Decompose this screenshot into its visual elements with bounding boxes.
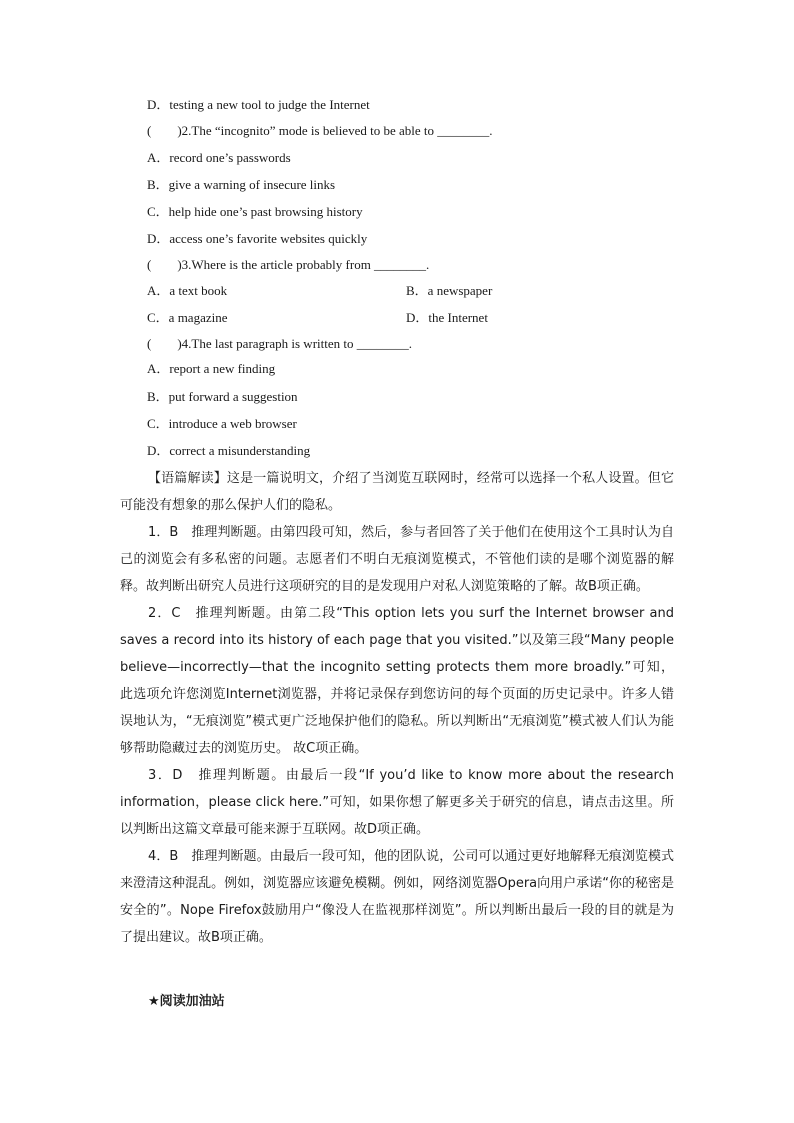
reading-station-heading: ★阅读加油站: [148, 994, 225, 1009]
q3-option-a: A．a text book: [147, 283, 228, 298]
q4-option-a: A．report a new finding: [147, 361, 276, 376]
passage-interpretation: 【语篇解读】这是一篇说明文，介绍了当浏览互联网时，经常可以选择一个私人设置。但它可能没有想象的那么保护人们的隐私。: [120, 471, 674, 513]
q4-option-d: D．correct a misunderstanding: [147, 443, 311, 458]
q4-option-c: C．introduce a web browser: [147, 416, 297, 431]
answer-4-explanation: 4．B 推理判断题。由最后一段可知，他的团队说，公司可以通过更好地解释无痕浏览模式来澄清这种混乱。例如，浏览器应该避免模糊。例如，网络浏览器Opera向用户承诺“你的秘密是安全的”。Nope Firefox鼓励用户“像没人在监视那样浏览”。所以判断出最后一段的目的就是为了提出建议。故B项正确。: [120, 849, 674, 945]
q3-option-b: B．a newspaper: [406, 283, 493, 298]
question-3: ( )3.Where is the article probably from ________.: [147, 257, 430, 272]
q2-option-d: D．access one’s favorite websites quickly: [147, 231, 368, 246]
q3-option-c: C．a magazine: [147, 310, 228, 325]
answer-2-explanation: 2．C 推理判断题。由第二段“This option lets you surf the Internet browser and saves a record into its history of each page that you visited.”以及第三段“Many people believe—incorrectly—that the incognito setting protects them more broadly.”可知，此选项允许您浏览Internet浏览器，并将记录保存到您访问的每个页面的历史记录中。许多人错误地认为，“无痕浏览”模式更广泛地保护他们的隐私。所以判断出“无痕浏览”模式被人们认为能够帮助隐藏过去的浏览历史。 故C项正确。: [120, 606, 674, 756]
q4-option-b: B．put forward a suggestion: [147, 389, 298, 404]
q1-option-d: D．testing a new tool to judge the Internet: [147, 97, 370, 112]
answer-3-explanation: 3．D 推理判断题。由最后一段“If you’d like to know more about the research information，please click here.”可知，如果你想了解更多关于研究的信息，请点击这里。所以判断出这篇文章最可能来源于互联网。故D项正确。: [120, 768, 674, 837]
q2-option-a: A．record one’s passwords: [147, 150, 291, 165]
question-4: ( )4.The last paragraph is written to ________.: [147, 336, 412, 351]
answer-1-explanation: 1．B 推理判断题。由第四段可知，然后，参与者回答了关于他们在使用这个工具时认为自己的浏览会有多私密的问题。志愿者们不明白无痕浏览模式，不管他们读的是哪个浏览器的解释。故判断出研究人员进行这项研究的目的是发现用户对私人浏览策略的了解。故B项正确。: [120, 525, 674, 594]
question-2: ( )2.The “incognito” mode is believed to be able to ________.: [147, 123, 493, 138]
q3-option-d: D．the Internet: [406, 310, 488, 325]
q2-option-b: B．give a warning of insecure links: [147, 177, 336, 192]
analysis-section: [120, 465, 674, 951]
q2-option-c: C．help hide one’s past browsing history: [147, 204, 363, 219]
